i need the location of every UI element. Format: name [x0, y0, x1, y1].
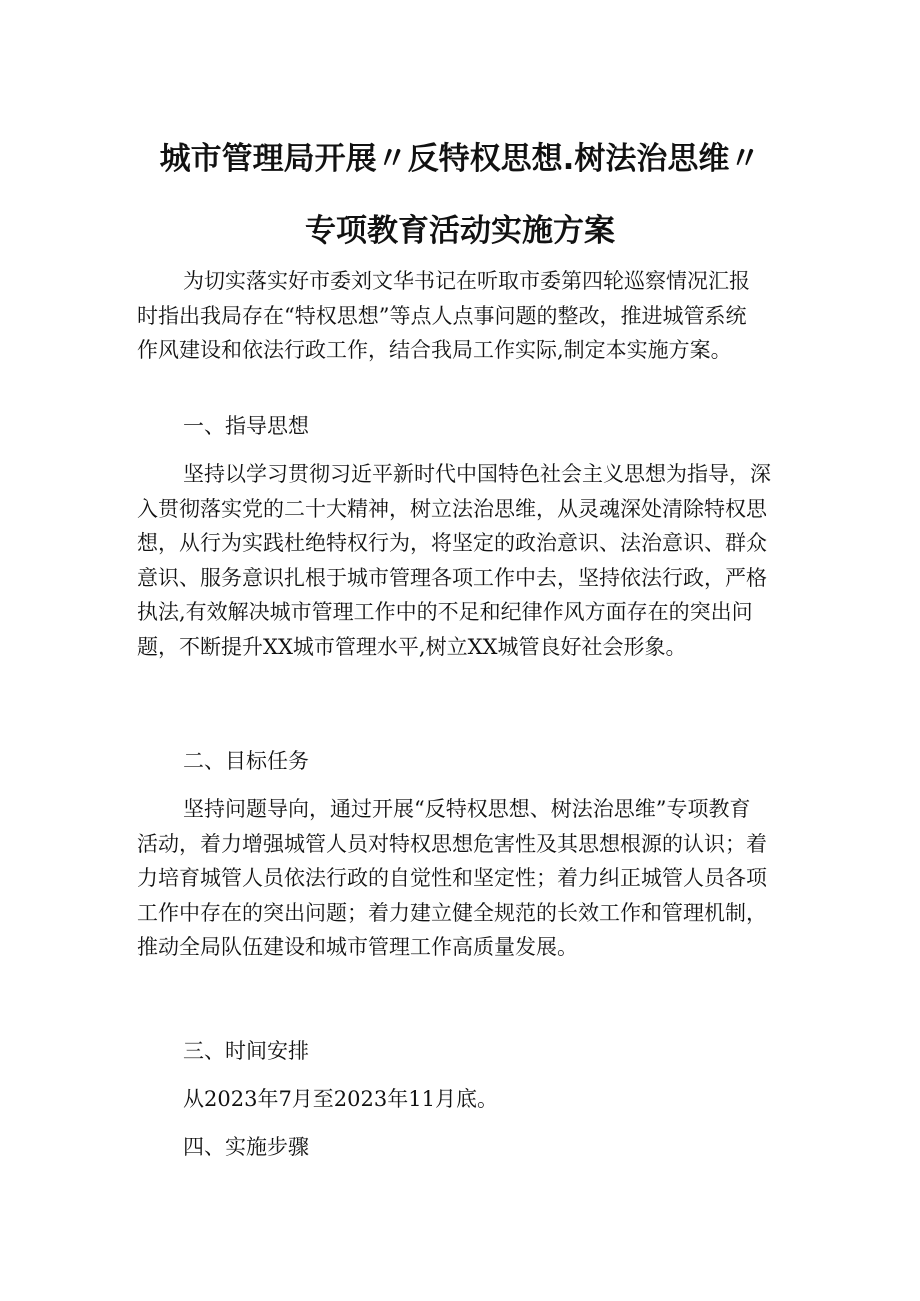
text-line: 力培育城管人员依法行政的自觉性和坚定性；着力纠正城管人员各项 — [137, 866, 767, 891]
section-heading-2: 二、目标任务 — [183, 749, 309, 773]
section-heading-3: 三、时间安排 — [183, 1039, 309, 1063]
section-2-paragraph — [137, 792, 789, 965]
text-line: 意识、服务意识扎根于城市管理各项工作中去，坚持依法行政，严格 — [137, 565, 767, 590]
text-line: 为切实落实好市委刘文华书记在听取市委第四轮巡察情况汇报 — [183, 269, 750, 293]
intro-paragraph — [137, 264, 789, 368]
text-line: 执法,有效解决城市管理工作中的不足和纪律作风方面存在的突出问 — [137, 600, 753, 625]
text-line: 活动，着力增强城管人员对特权思想危害性及其思想根源的认识；着 — [137, 831, 767, 856]
text-line: 题，不断提升XX城市管理水平,树立XX城管良好社会形象。 — [137, 634, 687, 659]
text-line: 工作中存在的突出问题；着力建立健全规范的长效工作和管理机制， — [137, 900, 767, 925]
document-title-line-2: 专项教育活动实施方案 — [305, 213, 615, 249]
section-3-paragraph: 从2023年7月至2023年11月底。 — [183, 1087, 498, 1111]
text-line: 作风建设和依法行政工作，结合我局工作实际,制定本实施方案。 — [137, 338, 732, 363]
section-1-paragraph — [137, 457, 789, 665]
document-title-line-1: 城市管理局开展〃反特权思想.树法治思维〃 — [159, 141, 761, 177]
text-line: 想，从行为实践杜绝特权行为，将坚定的政治意识、法治意识、群众 — [137, 531, 767, 556]
text-line: 坚持问题导向，通过开展“反特权思想、树法治思维”专项教育 — [183, 797, 751, 821]
section-heading-4: 四、实施步骤 — [183, 1135, 309, 1159]
text-line: 坚持以学习贯彻习近平新时代中国特色社会主义思想为指导，深 — [183, 462, 771, 486]
text-line: 时指出我局存在“特权思想”等点人点事问题的整改，推进城管系统 — [137, 303, 747, 328]
section-heading-1: 一、指导思想 — [183, 414, 309, 438]
text-line: 入贯彻落实党的二十大精神，树立法治思维，从灵魂深处清除特权思 — [137, 496, 767, 521]
text-line: 推动全局队伍建设和城市管理工作高质量发展。 — [137, 935, 578, 960]
